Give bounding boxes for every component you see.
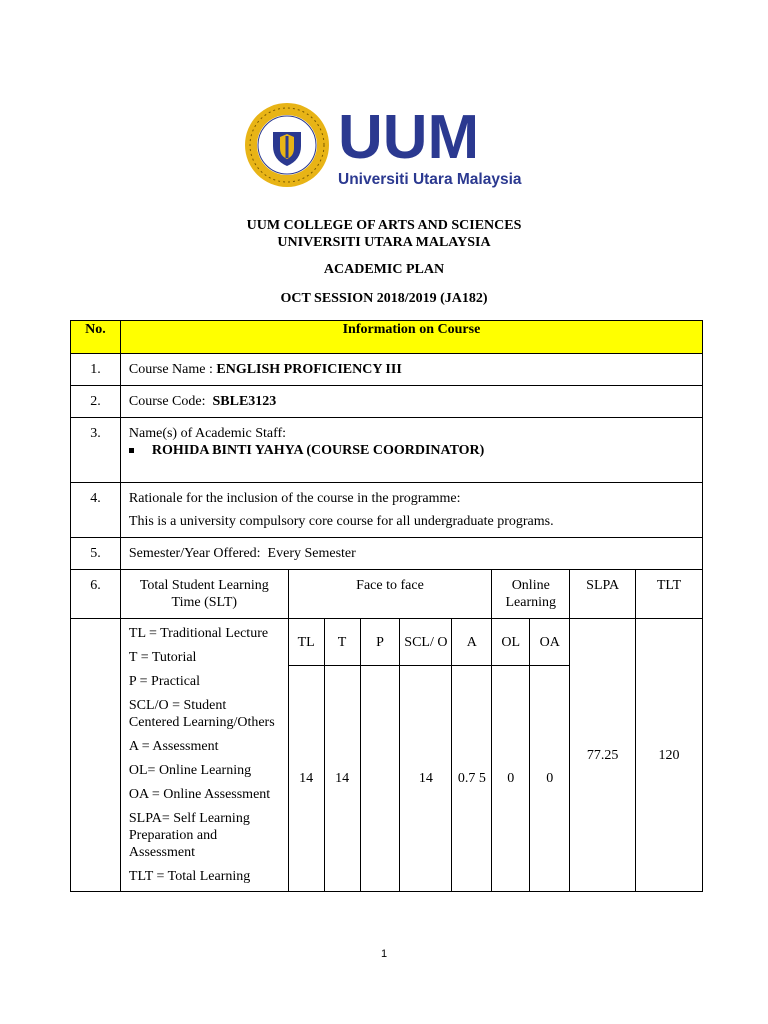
college-header [0, 217, 768, 251]
course-name-cell [120, 354, 702, 386]
col-oa: OA [530, 619, 570, 666]
table-row [71, 483, 703, 538]
face-to-face-header: Face to face [288, 570, 492, 619]
slpa-header: SLPA [570, 570, 636, 619]
rationale-label: Rationale for the inclusion of the course in the programme: [128, 491, 461, 506]
value-p [360, 666, 400, 892]
value-t: 14 [324, 666, 360, 892]
value-slpa: 77.25 [570, 619, 636, 892]
course-code-cell [120, 386, 702, 418]
academic-staff-label: Name(s) of Academic Staff: [128, 426, 287, 441]
uum-logo-graphic [242, 90, 527, 200]
staff-name: ROHIDA BINTI YAHYA (COURSE COORDINATOR) [151, 443, 485, 458]
course-name-label: Course Name : [128, 362, 217, 377]
semester-text: Semester/Year Offered: Every Semester [128, 546, 356, 561]
bullet-icon [129, 448, 134, 453]
row-number: 5. [71, 538, 121, 570]
uum-logo [242, 90, 527, 200]
value-ol: 0 [492, 666, 530, 892]
semester-cell [120, 538, 702, 570]
plan-title: ACADEMIC PLAN [323, 262, 445, 277]
course-code-value: SBLE3123 [212, 394, 277, 409]
table-row [71, 538, 703, 570]
college-name: UUM COLLEGE OF ARTS AND SCIENCES [246, 218, 522, 233]
col-tl: TL [288, 619, 324, 666]
slt-title: Total Student Learning Time (SLT) [120, 570, 288, 619]
staff-list-item [129, 442, 695, 459]
value-sclo: 14 [400, 666, 452, 892]
course-code-label: Course Code: [128, 394, 213, 409]
slt-columns-row [71, 619, 703, 666]
table-row [71, 354, 703, 386]
slt-legend [120, 619, 288, 892]
col-t: T [324, 619, 360, 666]
header-no: No. [71, 321, 121, 354]
course-info-table [70, 320, 703, 892]
value-a: 0.7 5 [452, 666, 492, 892]
page-number: 1 [380, 948, 388, 960]
empty-number-cell [71, 619, 121, 892]
value-tl: 14 [288, 666, 324, 892]
session-title: OCT SESSION 2018/2019 (JA182) [280, 291, 488, 306]
academic-staff-cell [120, 418, 702, 483]
legend-a: A = Assessment [128, 739, 219, 754]
value-tlt: 120 [636, 619, 703, 892]
legend-oa: OA = Online Assessment [128, 787, 271, 802]
online-learning-header: Online Learning [492, 570, 570, 619]
rationale-cell [120, 483, 702, 538]
value-oa: 0 [530, 666, 570, 892]
col-p: P [360, 619, 400, 666]
legend-ol: OL= Online Learning [128, 763, 252, 778]
header-info: Information on Course [120, 321, 702, 354]
col-ol: OL [492, 619, 530, 666]
tlt-header: TLT [636, 570, 703, 619]
university-name: UNIVERSITI UTARA MALAYSIA [277, 235, 491, 250]
legend-sclo: SCL/O = Student Centered Learning/Others [128, 698, 275, 730]
table-row [71, 418, 703, 483]
table-row [71, 386, 703, 418]
row-number: 3. [71, 418, 121, 483]
rationale-text: This is a university compulsory core course for all undergraduate programs. [128, 514, 554, 529]
col-sclo: SCL/ O [400, 619, 452, 666]
row-number: 2. [71, 386, 121, 418]
uum-wordmark: UUM [338, 103, 480, 172]
row-number: 6. [71, 570, 121, 619]
legend-tlt: TLT = Total Learning [128, 869, 251, 884]
course-name-value: ENGLISH PROFICIENCY III [216, 362, 402, 377]
slt-header-row [71, 570, 703, 619]
legend-slpa: SLPA= Self Learning Preparation and Assessment [128, 811, 250, 860]
col-a: A [452, 619, 492, 666]
row-number: 4. [71, 483, 121, 538]
legend-t: T = Tutorial [128, 650, 197, 665]
uum-full-name: Universiti Utara Malaysia [338, 171, 522, 188]
legend-tl: TL = Traditional Lecture [128, 626, 269, 641]
legend-p: P = Practical [128, 674, 201, 689]
row-number: 1. [71, 354, 121, 386]
table-header-row [71, 321, 703, 354]
